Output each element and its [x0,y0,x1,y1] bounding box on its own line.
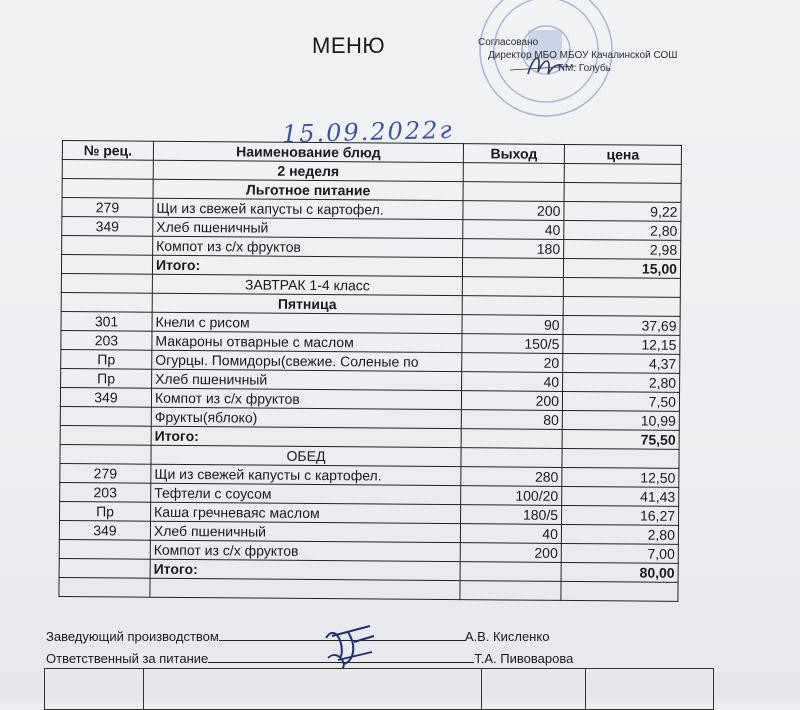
portion-size: 40 [460,524,561,544]
recipe-number: 279 [62,198,153,218]
dish-price: 37,69 [563,315,680,335]
section-title: 2 неделя [153,160,463,181]
dish-price: 2,80 [564,220,681,240]
dish-price: 7,00 [561,543,678,563]
portion-size: 180/5 [460,505,561,525]
section-title: Пятница [152,293,462,314]
dish-price: 2,98 [564,239,681,259]
grid-divider [481,669,482,709]
portion-size: 40 [462,372,563,392]
portion-size: 40 [463,220,564,240]
recipe-number: 349 [62,217,153,237]
empty-cell [461,448,562,468]
dish-name: Щи из свежей капусты с картофел. [153,198,463,219]
dish-price: 7,50 [562,391,679,411]
approval-line-3: Г.М. Голубь [558,63,611,74]
empty-cell [563,296,680,316]
empty-cell [460,562,561,582]
grid-divider [585,669,586,709]
dish-price: 12,50 [562,467,679,487]
dish-price: 16,27 [561,505,678,525]
dish-price: 4,37 [563,353,680,373]
bottom-empty-grid [44,668,714,710]
empty-cell [462,277,563,297]
dish-name: Компот из с/х фруктов [151,388,461,409]
empty-cell [462,296,563,316]
dish-price: 2,80 [561,524,678,544]
dish-name: Каша гречневаяс маслом [151,502,461,523]
portion-size: 180 [463,239,564,259]
section-title: ЗАВТРАК 1-4 класс [152,274,462,295]
dish-price: 2,80 [563,372,680,392]
portion-size: 200 [461,391,562,411]
empty-cell [59,577,150,597]
dish-name: Тефтели с соусом [151,483,461,504]
portion-size: 200 [460,543,561,563]
empty-cell [563,277,680,297]
dish-price: 9,22 [564,201,681,221]
total-label: Итого: [152,255,462,276]
portion-size: 280 [461,467,562,487]
approval-block [478,36,718,75]
section-title: Льготное питание [153,179,463,200]
total-label: Итого: [151,426,461,447]
empty-cell [60,425,151,445]
recipe-number: Пр [60,501,151,521]
header-recipe-no: № рец. [62,141,153,161]
handwritten-signature [318,618,380,670]
empty-cell [562,448,679,468]
recipe-number: 203 [60,482,151,502]
dish-name: Хлеб пшеничный [152,369,462,390]
dish-name: Фрукты(яблоко) [151,407,461,428]
empty-cell [60,444,151,464]
portion-size: 150/5 [462,334,563,354]
dish-name: Кнели с рисом [152,312,462,333]
empty-cell [461,429,562,449]
signature-line-production [46,628,549,644]
header-price: цена [564,144,681,164]
total-price: 15,00 [563,258,680,278]
recipe-number: 301 [61,311,152,331]
portion-size: 100/20 [461,486,562,506]
header-dish-name: Наименование блюд [153,141,463,162]
recipe-number: 203 [61,330,152,350]
menu-title: МЕНЮ [312,33,386,58]
empty-cell [62,179,153,199]
signature-person: А.В. Кисленко [464,629,550,644]
dish-price: 10,99 [562,410,679,430]
approval-line-2: Директор МБО МБОУ Качалинской СОШ [488,50,678,61]
recipe-number: Пр [61,368,152,388]
empty-cell [564,163,681,183]
menu-table [58,140,682,602]
approval-line-1: Согласовано [478,37,539,48]
recipe-number: Пр [61,349,152,369]
signature-person: Т.А. Пивоварова [474,651,574,666]
recipe-number [60,406,151,426]
empty-cell [564,182,681,202]
empty-cell [150,578,460,599]
portion-size: 90 [462,315,563,335]
empty-cell [463,182,564,202]
recipe-number [62,236,153,256]
header-portion: Выход [463,144,564,164]
empty-cell [61,292,152,312]
director-signature [508,48,578,82]
dish-name: Макароны отварные с маслом [152,331,462,352]
signature-role: Ответственный за питание [46,651,209,666]
blank-row [59,577,678,601]
portion-size: 80 [461,410,562,430]
total-price: 80,00 [561,562,678,582]
empty-cell [61,255,152,275]
dish-name: Щи из свежей капусты с картофел. [151,464,461,485]
section-title: ОБЕД [151,445,461,466]
dish-price: 12,15 [563,334,680,354]
dish-name: Хлеб пшеничный [150,521,460,542]
empty-cell [463,163,564,183]
dish-name: Компот из с/х фруктов [153,236,463,257]
signature-line-nutrition [46,650,573,666]
signature-role: Заведующий производством [46,629,219,644]
empty-cell [59,558,150,578]
recipe-number: 349 [60,387,151,407]
empty-cell [62,160,153,180]
dish-name: Огурцы. Помидоры(свежие. Соленые по [152,350,462,371]
empty-cell [460,581,561,601]
portion-size: 200 [463,201,564,221]
empty-cell [61,273,152,293]
handwritten-date: 15.09.2022г [281,115,454,149]
portion-size: 20 [462,353,563,373]
recipe-number: 279 [60,463,151,483]
empty-cell [462,258,563,278]
dish-price: 41,43 [562,486,679,506]
dish-name: Хлеб пшеничный [153,217,463,238]
recipe-number: 349 [59,520,150,540]
total-label: Итого: [150,559,460,580]
grid-divider [143,669,144,709]
empty-cell [561,581,678,601]
dish-name: Компот из с/х фруктов [150,540,460,561]
total-price: 75,50 [562,429,679,449]
recipe-number [59,539,150,559]
